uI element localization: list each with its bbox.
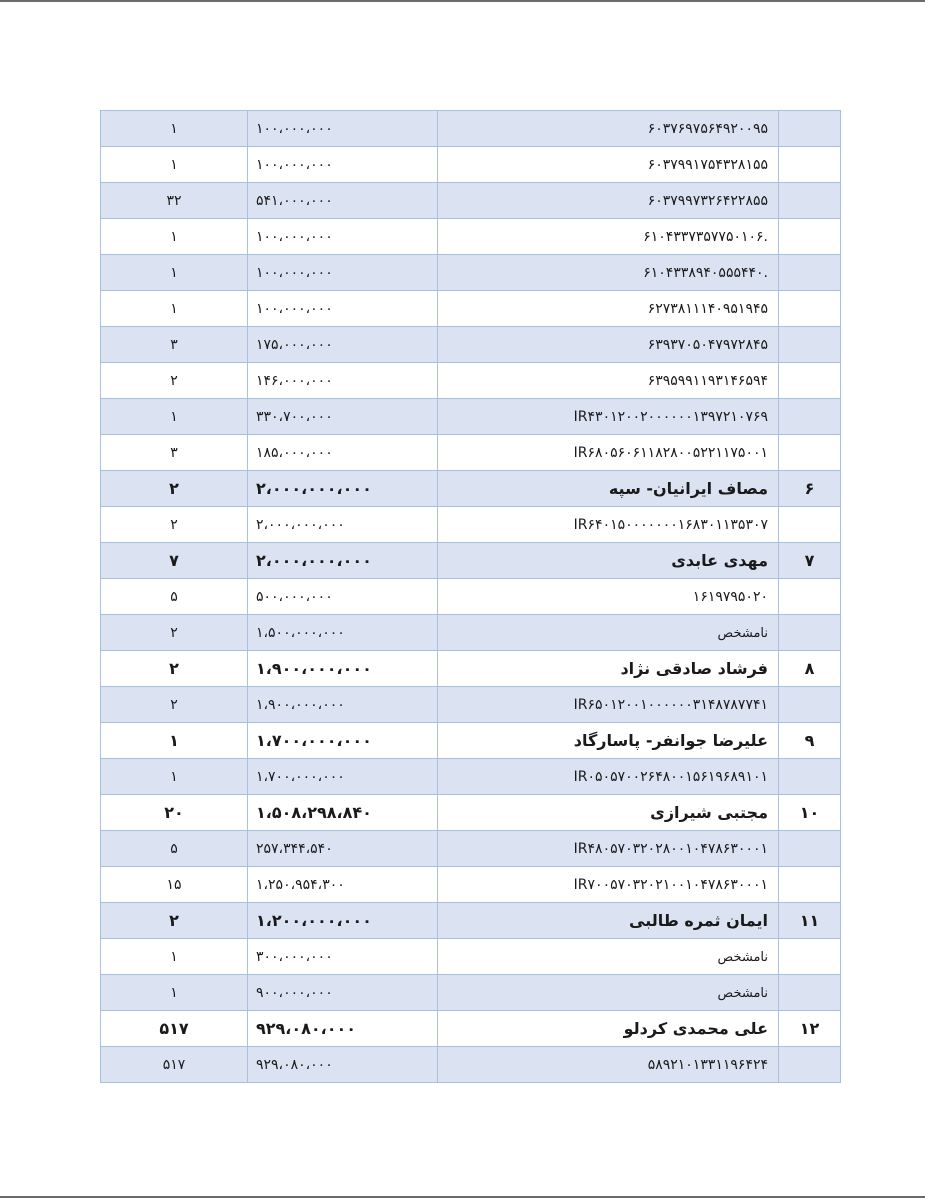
account-text: ایمان ثمره طالبی [629, 911, 768, 930]
table-row [101, 939, 841, 975]
cell-account [438, 579, 779, 615]
cell-row-number [779, 759, 841, 795]
account-text: ۶۱۰۴۳۳۷۳۵۷۷۵۰۱۰۶. [643, 228, 768, 245]
cell-count: ۲ [101, 507, 248, 543]
cell-account [438, 831, 779, 867]
cell-row-number: ۸ [779, 651, 841, 687]
cell-account [438, 255, 779, 291]
cell-row-number: ۷ [779, 543, 841, 579]
table-row [101, 831, 841, 867]
cell-count: ۲ [101, 615, 248, 651]
cell-row-number [779, 111, 841, 147]
account-text: مجتبی شیرازی [650, 803, 768, 822]
cell-account [438, 291, 779, 327]
cell-account [438, 939, 779, 975]
cell-amount: ۱۰۰،۰۰۰،۰۰۰ [248, 255, 438, 291]
cell-account-holder [438, 723, 779, 759]
table-row [101, 111, 841, 147]
table-row [101, 399, 841, 435]
cell-count: ۱ [101, 147, 248, 183]
table-row [101, 687, 841, 723]
cell-row-number [779, 687, 841, 723]
cell-amount: ۵۴۱،۰۰۰،۰۰۰ [248, 183, 438, 219]
cell-row-number [779, 831, 841, 867]
cell-amount: ۳۰۰،۰۰۰،۰۰۰ [248, 939, 438, 975]
account-text: IR۷۰۰۵۷۰۳۲۰۲۱۰۰۱۰۴۷۸۶۳۰۰۰۱ [573, 876, 768, 893]
cell-count: ۲۰ [101, 795, 248, 831]
table-row [101, 1047, 841, 1083]
cell-count: ۱ [101, 111, 248, 147]
account-text: ۵۸۹۲۱۰۱۳۳۱۱۹۶۴۲۴ [647, 1056, 768, 1073]
account-text: نامشخص [717, 985, 768, 1001]
cell-account [438, 975, 779, 1011]
table-row [101, 219, 841, 255]
cell-amount: ۱،۹۰۰،۰۰۰،۰۰۰ [248, 687, 438, 723]
cell-row-number [779, 399, 841, 435]
cell-row-number [779, 255, 841, 291]
cell-row-number [779, 1047, 841, 1083]
cell-amount: ۱۴۶،۰۰۰،۰۰۰ [248, 363, 438, 399]
cell-count: ۲ [101, 687, 248, 723]
table-row-person [101, 1011, 841, 1047]
cell-count: ۱ [101, 291, 248, 327]
cell-row-number: ۱۱ [779, 903, 841, 939]
account-text: فرشاد صادقی نژاد [620, 659, 768, 678]
cell-account [438, 867, 779, 903]
cell-row-number [779, 327, 841, 363]
cell-count: ۷ [101, 543, 248, 579]
cell-row-number [779, 507, 841, 543]
account-text: IR۶۴۰۱۵۰۰۰۰۰۰۰۱۶۸۳۰۱۱۳۵۳۰۷ [573, 516, 768, 533]
cell-row-number: ۱۰ [779, 795, 841, 831]
cell-count: ۳۲ [101, 183, 248, 219]
cell-amount: ۱۷۵،۰۰۰،۰۰۰ [248, 327, 438, 363]
cell-amount: ۱،۷۰۰،۰۰۰،۰۰۰ [248, 759, 438, 795]
cell-amount: ۹۰۰،۰۰۰،۰۰۰ [248, 975, 438, 1011]
account-text: ۶۳۹۵۹۹۱۱۹۳۱۴۶۵۹۴ [647, 372, 768, 389]
account-text: ۶۰۳۷۹۹۷۳۲۶۴۲۲۸۵۵ [647, 192, 768, 209]
cell-count: ۵۱۷ [101, 1047, 248, 1083]
cell-amount: ۹۲۹،۰۸۰،۰۰۰ [248, 1011, 438, 1047]
account-text: IR۴۸۰۵۷۰۳۲۰۲۸۰۰۱۰۴۷۸۶۳۰۰۰۱ [573, 840, 768, 857]
cell-amount: ۲،۰۰۰،۰۰۰،۰۰۰ [248, 471, 438, 507]
cell-count: ۳ [101, 327, 248, 363]
cell-count: ۵۱۷ [101, 1011, 248, 1047]
cell-count: ۱ [101, 975, 248, 1011]
cell-amount: ۹۲۹،۰۸۰،۰۰۰ [248, 1047, 438, 1083]
cell-account-holder [438, 543, 779, 579]
cell-amount: ۲،۰۰۰،۰۰۰،۰۰۰ [248, 507, 438, 543]
cell-row-number [779, 435, 841, 471]
cell-account-holder [438, 651, 779, 687]
cell-count: ۳ [101, 435, 248, 471]
table-row-person [101, 723, 841, 759]
account-text: IR۴۳۰۱۲۰۰۲۰۰۰۰۰۰۱۳۹۷۲۱۰۷۶۹ [573, 408, 768, 425]
cell-count: ۱ [101, 939, 248, 975]
cell-count: ۵ [101, 579, 248, 615]
cell-row-number [779, 939, 841, 975]
table-row-person [101, 795, 841, 831]
cell-account [438, 687, 779, 723]
cell-account-holder [438, 795, 779, 831]
cell-amount: ۱،۵۰۸،۲۹۸،۸۴۰ [248, 795, 438, 831]
cell-account [438, 759, 779, 795]
cell-count: ۲ [101, 903, 248, 939]
table-row [101, 327, 841, 363]
table-row-person [101, 651, 841, 687]
table-row [101, 435, 841, 471]
cell-amount: ۱۰۰،۰۰۰،۰۰۰ [248, 111, 438, 147]
cell-amount: ۱۸۵،۰۰۰،۰۰۰ [248, 435, 438, 471]
account-text: ۱۶۱۹۷۹۵۰۲۰ [692, 588, 768, 605]
table-row [101, 867, 841, 903]
cell-amount: ۱۰۰،۰۰۰،۰۰۰ [248, 219, 438, 255]
table-row [101, 615, 841, 651]
account-text: ۶۰۳۷۶۹۷۵۶۴۹۲۰۰۹۵ [647, 120, 768, 137]
cell-account [438, 327, 779, 363]
cell-count: ۲ [101, 363, 248, 399]
cell-row-number: ۱۲ [779, 1011, 841, 1047]
account-text: ۶۳۹۳۷۰۵۰۴۷۹۷۲۸۴۵ [647, 336, 768, 353]
cell-row-number [779, 363, 841, 399]
account-text: IR۰۵۰۵۷۰۰۲۶۴۸۰۰۱۵۶۱۹۶۸۹۱۰۱ [573, 768, 768, 785]
cell-row-number: ۹ [779, 723, 841, 759]
cell-amount: ۱۰۰،۰۰۰،۰۰۰ [248, 147, 438, 183]
cell-row-number [779, 219, 841, 255]
cell-count: ۲ [101, 651, 248, 687]
cell-account-holder [438, 1011, 779, 1047]
account-text: علی محمدی کردلو [623, 1019, 768, 1038]
cell-amount: ۱،۲۵۰،۹۵۴،۳۰۰ [248, 867, 438, 903]
cell-amount: ۱،۹۰۰،۰۰۰،۰۰۰ [248, 651, 438, 687]
cell-row-number [779, 615, 841, 651]
cell-row-number [779, 867, 841, 903]
cell-row-number [779, 147, 841, 183]
cell-account [438, 507, 779, 543]
account-text: علیرضا جوانفر- پاسارگاد [573, 731, 768, 750]
cell-row-number [779, 183, 841, 219]
cell-account [438, 111, 779, 147]
cell-account [438, 399, 779, 435]
cell-row-number [779, 975, 841, 1011]
cell-count: ۲ [101, 471, 248, 507]
cell-amount: ۱،۷۰۰،۰۰۰،۰۰۰ [248, 723, 438, 759]
account-text: ۶۲۷۳۸۱۱۱۴۰۹۵۱۹۴۵ [647, 300, 768, 317]
cell-count: ۱ [101, 723, 248, 759]
cell-account-holder [438, 903, 779, 939]
cell-account [438, 435, 779, 471]
account-text: مهدی عابدی [671, 551, 768, 570]
cell-amount: ۲۵۷،۳۴۴،۵۴۰ [248, 831, 438, 867]
account-text: ۶۱۰۴۳۳۸۹۴۰۵۵۵۴۴۰. [643, 264, 768, 281]
page-bottom-border [0, 1196, 925, 1198]
account-text: ۶۰۳۷۹۹۱۷۵۴۳۲۸۱۵۵ [647, 156, 768, 173]
cell-account [438, 183, 779, 219]
cell-amount: ۲،۰۰۰،۰۰۰،۰۰۰ [248, 543, 438, 579]
cell-count: ۱ [101, 255, 248, 291]
account-text: نامشخص [717, 625, 768, 641]
table-row [101, 147, 841, 183]
table-row-person [101, 471, 841, 507]
table-row [101, 975, 841, 1011]
table-row [101, 579, 841, 615]
page-top-border [0, 0, 925, 2]
transactions-table [100, 110, 841, 1083]
table-row [101, 255, 841, 291]
cell-amount: ۱،۲۰۰،۰۰۰،۰۰۰ [248, 903, 438, 939]
table-row [101, 759, 841, 795]
cell-row-number [779, 579, 841, 615]
cell-account [438, 147, 779, 183]
account-text: مصاف ایرانیان- سپه [608, 479, 768, 498]
cell-row-number: ۶ [779, 471, 841, 507]
cell-count: ۱۵ [101, 867, 248, 903]
cell-account [438, 219, 779, 255]
cell-amount: ۳۳۰،۷۰۰،۰۰۰ [248, 399, 438, 435]
cell-row-number [779, 291, 841, 327]
table-row [101, 507, 841, 543]
account-text: IR۶۸۰۵۶۰۶۱۱۸۲۸۰۰۵۲۲۱۱۷۵۰۰۱ [573, 444, 768, 461]
cell-account [438, 615, 779, 651]
account-text: نامشخص [717, 949, 768, 965]
cell-account [438, 1047, 779, 1083]
table-row [101, 183, 841, 219]
cell-amount: ۱،۵۰۰،۰۰۰،۰۰۰ [248, 615, 438, 651]
cell-account [438, 363, 779, 399]
table-row [101, 291, 841, 327]
cell-amount: ۵۰۰،۰۰۰،۰۰۰ [248, 579, 438, 615]
table-row [101, 363, 841, 399]
table-row-person [101, 903, 841, 939]
cell-count: ۱ [101, 219, 248, 255]
cell-count: ۵ [101, 831, 248, 867]
cell-count: ۱ [101, 759, 248, 795]
account-text: IR۶۵۰۱۲۰۰۱۰۰۰۰۰۰۳۱۴۸۷۸۷۷۴۱ [573, 696, 768, 713]
table-row-person [101, 543, 841, 579]
cell-account-holder [438, 471, 779, 507]
transactions-table-body [101, 111, 841, 1083]
cell-amount: ۱۰۰،۰۰۰،۰۰۰ [248, 291, 438, 327]
cell-count: ۱ [101, 399, 248, 435]
